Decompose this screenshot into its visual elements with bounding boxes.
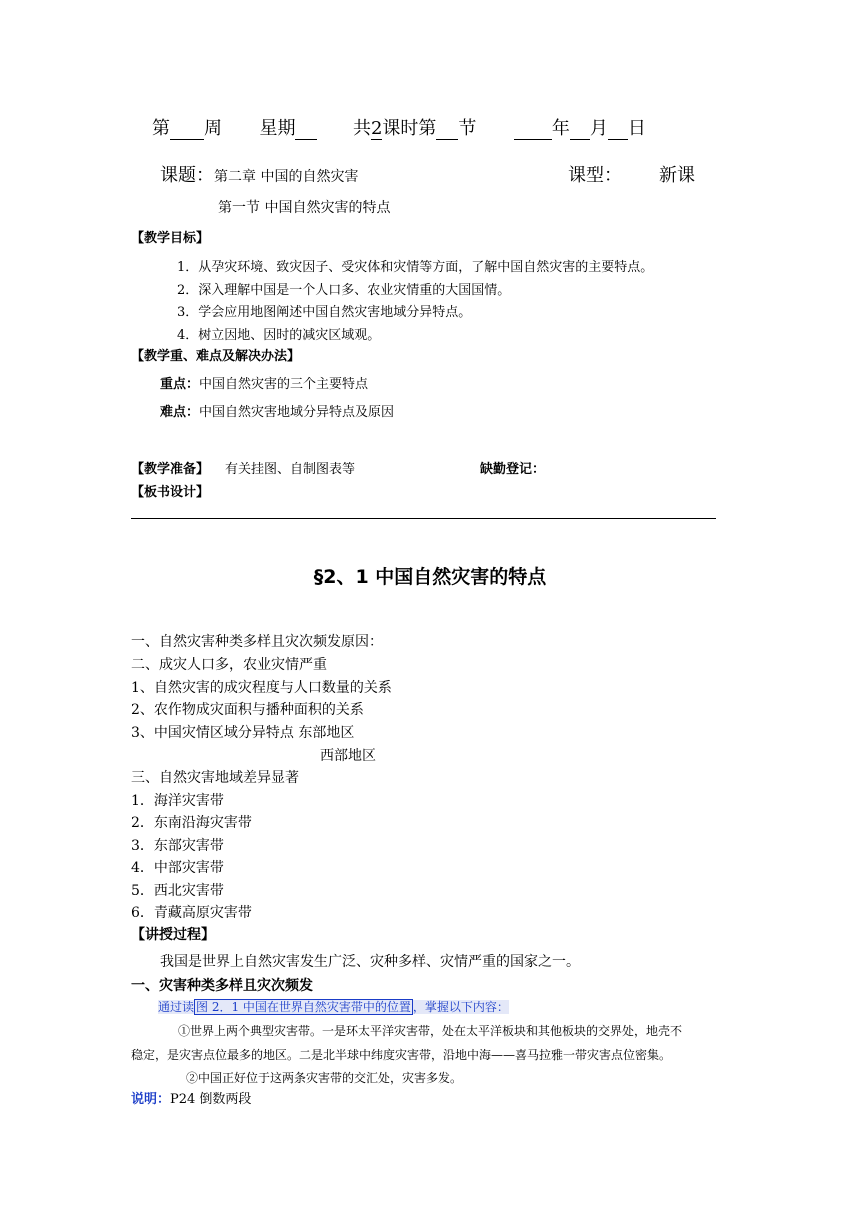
- board-line: 三、自然灾害地域差异显著: [131, 770, 299, 786]
- process-intro: 我国是世界上自然灾害发生广泛、灾种多样、灾情严重的国家之一。: [160, 954, 580, 970]
- note-value: P24 倒数两段: [170, 1092, 252, 1107]
- topic-label: 课题：: [160, 165, 214, 186]
- objective-item: 2．深入理解中国是一个人口多、农业灾情重的大国国情。: [177, 283, 511, 298]
- objective-item: 3．学会应用地图阐述中国自然灾害地域分异特点。: [177, 305, 472, 320]
- board-line: 5．西北灾害带: [131, 883, 224, 899]
- day-blank[interactable]: [608, 121, 628, 140]
- objective-item: 1．从孕灾环境、致灾因子、受灾体和灾情等方面，了解中国自然灾害的主要特点。: [177, 260, 654, 275]
- period-mid: 课时第: [382, 118, 437, 139]
- board-line: 6．青藏高原灾害带: [131, 905, 252, 921]
- objective-item: 4．树立因地、因时的减灾区域观。: [177, 328, 381, 343]
- week-blank[interactable]: [170, 121, 204, 140]
- focus-line: [160, 373, 368, 392]
- board-line: 2、农作物成灾面积与播种面积的关系: [131, 702, 364, 718]
- prep-value: 有关挂图、自制图表等: [225, 462, 356, 477]
- year-label: 年: [551, 118, 570, 139]
- board-line: 一、自然灾害种类多样且灾次频发原因：: [131, 634, 383, 650]
- period-prefix: 共: [352, 118, 371, 139]
- note-label: 说明：: [131, 1092, 171, 1107]
- header-line: [152, 114, 646, 140]
- day-label: 日: [627, 118, 646, 139]
- difficulty-value: 中国自然灾害地域分异特点及原因: [199, 405, 395, 420]
- weekday-blank[interactable]: [295, 121, 317, 140]
- board-title: §2、1 中国自然灾害的特点: [313, 566, 547, 588]
- lesson-type-value: 新课: [659, 165, 695, 186]
- difficulty-line: [160, 401, 394, 420]
- board-line: 3．东部灾害带: [131, 838, 224, 854]
- month-label: 月: [589, 118, 608, 139]
- process-heading: 【讲授过程】: [131, 927, 215, 943]
- board-line: 4．中部灾害带: [131, 860, 224, 876]
- point-2: ②中国正好位于这两条灾害带的交汇处，灾害多发。: [186, 1071, 463, 1085]
- period-suffix: 节: [458, 118, 477, 139]
- prep-line: [131, 458, 355, 477]
- board-line: 3、中国灾情区域分异特点 东部地区: [131, 725, 355, 741]
- period-blank[interactable]: [436, 121, 458, 140]
- board-line: 1．海洋灾害带: [131, 793, 224, 809]
- period-count: 2: [370, 118, 383, 139]
- lesson-type-label: 课型：: [568, 165, 622, 186]
- topic-line: [160, 161, 358, 187]
- week-prefix: 第: [152, 118, 170, 139]
- week-suffix: 周: [204, 118, 222, 139]
- note-line: [131, 1088, 251, 1107]
- point-1-line-1: ①世界上两个典型灾害带。一是环太平洋灾害带，处在太平洋板块和其他板块的交界处，地壳不: [178, 1024, 683, 1038]
- objectives-heading: 【教学目标】: [131, 231, 210, 246]
- point-1-line-2: 稳定，是灾害点位最多的地区。二是北半球中纬度灾害带，沿地中海——喜马拉雅一带灾害点位密集。: [131, 1048, 672, 1062]
- board-line: 2．东南沿海灾害带: [131, 815, 252, 831]
- process-section-1: 一、灾害种类多样且灾次频发: [131, 978, 313, 994]
- year-blank[interactable]: [514, 121, 552, 140]
- prep-heading: 【教学准备】: [131, 462, 210, 477]
- focus-label: 重点：: [160, 377, 200, 392]
- attendance-label: 缺勤登记：: [480, 462, 546, 477]
- read-prefix: 通过读: [158, 1000, 195, 1014]
- difficulty-label: 难点：: [160, 405, 200, 420]
- board-line: 二、成灾人口多，农业灾情严重: [131, 657, 327, 673]
- read-suffix: ，掌握以下内容：: [412, 1000, 509, 1014]
- board-line: 1、自然灾害的成灾程度与人口数量的关系: [131, 680, 392, 696]
- figure-reference[interactable]: 图 2．1 中国在世界自然灾害带中的位置: [196, 1000, 411, 1014]
- month-blank[interactable]: [570, 121, 590, 140]
- topic-value: 第二章 中国的自然灾害: [214, 169, 359, 185]
- focus-value: 中国自然灾害的三个主要特点: [199, 377, 369, 392]
- divider: [131, 518, 716, 519]
- weekday-label: 星期: [259, 118, 296, 139]
- section-title: 第一节 中国自然灾害的特点: [218, 200, 391, 216]
- read-instruction: [158, 998, 509, 1015]
- board-heading: 【板书设计】: [131, 485, 210, 500]
- board-line: 西部地区: [320, 748, 376, 764]
- keypoints-heading: 【教学重、难点及解决办法】: [131, 349, 301, 364]
